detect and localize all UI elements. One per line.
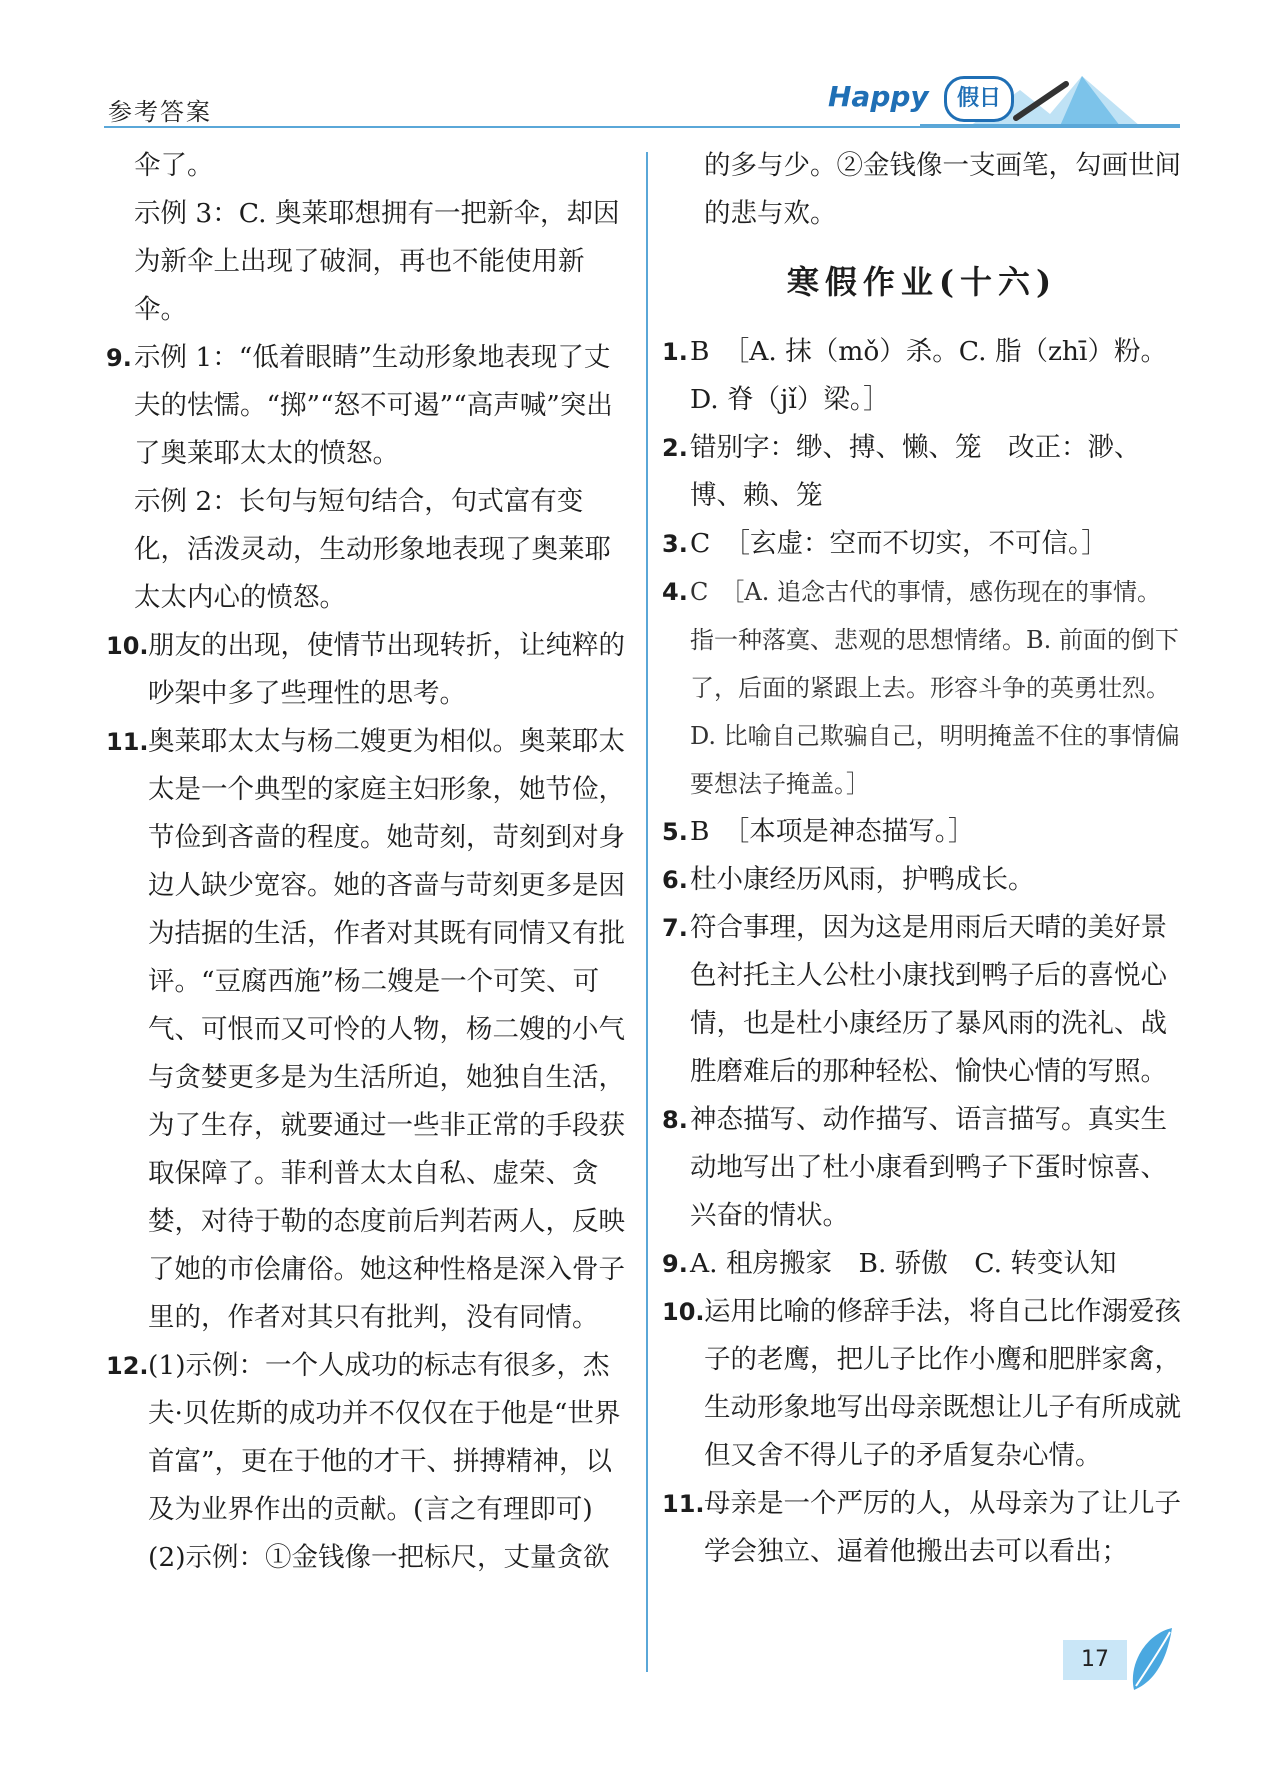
item-text: 运用比喻的修辞手法，将自己比作溺爱孩子的老鹰，把儿子比作小鹰和肥胖家禽，生动形象地写出母亲既想让儿子有所成就但又舍不得儿子的矛盾复杂心情。: [704, 1296, 1181, 1471]
brand-badge: 假日: [944, 76, 1014, 122]
item-text: (1)示例：一个人成功的标志有很多，杰夫·贝佐斯的成功并不仅仅在于他是“世界首富”，更在于他的才干、拼搏精神，以及为业界作出的贡献。(言之有理即可): [148, 1350, 621, 1525]
brand-word: Happy: [828, 80, 929, 113]
happy-holiday-logo: [820, 66, 1180, 136]
column-divider: [646, 152, 648, 1672]
item-text: 神态描写、动作描写、语言描写。真实生动地写出了杜小康看到鸭子下蛋时惊喜、兴奋的情状。: [690, 1104, 1167, 1231]
page-number: 17: [1063, 1640, 1127, 1680]
left-column: [106, 142, 626, 1582]
answer-item-6: [662, 856, 1182, 904]
item-text: C ［A. 追念古代的事情，感伤现在的事情。指一种落寞、悲观的思想情绪。B. 前面的倒下了，后面的紧跟上去。形容斗争的英勇壮烈。D. 比喻自己欺骗自己，明明掩盖不住的事情偏要想法子掩盖。］: [690, 578, 1180, 798]
item-number: 11.: [106, 728, 149, 756]
item-text: 朋友的出现，使情节出现转折，让纯粹的吵架中多了些理性的思考。: [148, 630, 625, 709]
answer-line: 的多与少。②金钱像一支画笔，勾画世间的悲与欢。: [704, 150, 1181, 229]
item-number: 9.: [662, 1250, 688, 1278]
answer-item-5: [662, 808, 1182, 856]
item-number: 10.: [662, 1298, 705, 1326]
answer-line: 示例 2：长句与短句结合，句式富有变化，活泼灵动，生动形象地表现了奥莱耶太太内心的愤怒。: [134, 486, 611, 613]
section-title: 寒假作业(十六): [786, 263, 1058, 301]
answer-line: 伞了。: [134, 150, 214, 181]
answer-item-10: [662, 1288, 1182, 1480]
item-text: B ［A. 抹（mǒ）杀。C. 脂（zhī）粉。D. 脊（jǐ）梁。］: [690, 336, 1167, 415]
item-text: 杜小康经历风雨，护鸭成长。: [690, 864, 1035, 895]
answer-item-4: [662, 568, 1182, 808]
item-number: 9.: [106, 344, 132, 372]
answer-item-11: [662, 1480, 1182, 1576]
item-text: 符合事理，因为这是用雨后天晴的美好景色衬托主人公杜小康找到鸭子后的喜悦心情，也是杜小康经历了暴风雨的洗礼、战胜磨难后的那种轻松、愉快心情的写照。: [690, 912, 1167, 1087]
item-number: 12.: [106, 1352, 149, 1380]
answer-item-7: [662, 904, 1182, 1096]
item-text: B ［本项是神态描写。］: [690, 816, 975, 847]
item-number: 10.: [106, 632, 149, 660]
right-column: [662, 142, 1182, 1576]
answer-item-1: [662, 328, 1182, 424]
item-number: 3.: [662, 530, 688, 558]
answer-item-8: [662, 1096, 1182, 1240]
item-number: 6.: [662, 866, 688, 894]
answer-item-10: [106, 622, 626, 718]
item-number: 8.: [662, 1106, 688, 1134]
item-number: 11.: [662, 1490, 705, 1518]
item-text: C ［玄虚：空而不切实，不可信。］: [690, 528, 1108, 559]
answer-item-11: [106, 718, 626, 1342]
item-text: A. 租房搬家 B. 骄傲 C. 转变认知: [690, 1248, 1117, 1279]
item-text: 母亲是一个严厉的人，从母亲为了让儿子学会独立、逼着他搬出去可以看出；: [704, 1488, 1181, 1567]
item-number: 1.: [662, 338, 688, 366]
item-number: 2.: [662, 434, 688, 462]
item-text: 奥莱耶太太与杨二嫂更为相似。奥莱耶太太是一个典型的家庭主妇形象，她节俭，节俭到吝啬的程度。她苛刻，苛刻到对身边人缺少宽容。她的吝啬与苛刻更多是因为拮据的生活，作者对其既有同情又有批评。“豆腐西施”杨二嫂是一个可笑、可气、可恨而又可怜的人物，杨二嫂的小气与贪婪更多是为生活所迫，她独自生活，为了生存，就要通过一些非正常的手段获取保障了。菲利普太太自私、虚荣、贪婪，对待于勒的态度前后判若两人，反映了她的市侩庸俗。她这种性格是深入骨子里的，作者对其只有批判，没有同情。: [148, 726, 625, 1333]
answer-item-9: [106, 334, 626, 478]
leaf-icon: [1124, 1624, 1176, 1696]
item-number: 7.: [662, 914, 688, 942]
answer-item-12: [106, 1342, 626, 1534]
answer-item-2: [662, 424, 1182, 520]
item-text: 错别字：缈、搏、懒、笼 改正：渺、博、赖、笼: [690, 432, 1141, 511]
header-label: 参考答案: [108, 98, 212, 126]
answer-item-3: [662, 520, 1182, 568]
answer-item-9: [662, 1240, 1182, 1288]
item-text: 示例 1：“低着眼睛”生动形象地表现了丈夫的怯懦。“掷”“怒不可遏”“高声喊”突出了奥莱耶太太的愤怒。: [134, 342, 613, 469]
answer-line: (2)示例：①金钱像一把标尺，丈量贪欲: [148, 1542, 610, 1573]
item-number: 5.: [662, 818, 688, 846]
answer-line: 示例 3：C. 奥莱耶想拥有一把新伞，却因为新伞上出现了破洞，再也不能使用新伞。: [134, 198, 620, 325]
item-number: 4.: [662, 578, 688, 606]
